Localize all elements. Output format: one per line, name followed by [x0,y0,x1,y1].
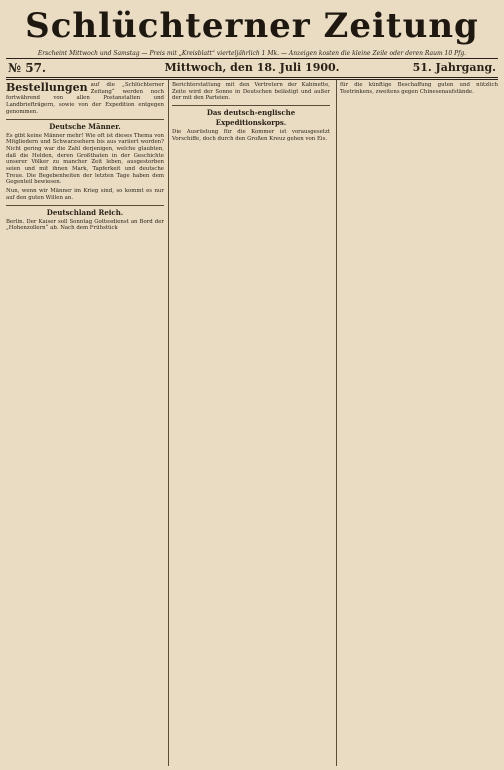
article-heading-deutsche-maenner: Deutsche Männer. [49,121,121,131]
article-body-deutsche-maenner-cont: Nun, wenn wir Männer im Krieg sind, so kommt es nur auf den guten Willen an. [6,188,164,201]
issue-number: № 57. [8,61,47,75]
column-2-body: Berichterstattung mit den Vertretern der Kabinette, Zeite wird der Sonne in Deutschen belästigt und außer der mit den Parteien. [172,82,330,102]
article-body-expeditionskorps: Die Ausrüstung für die Kommer ist vorausgesetzt Vorschiffe, doch durch den Großen Kreuz gehen von Eis. [172,129,330,142]
column-1 [6,82,164,766]
subscription-text: auf die „Schlüchterner Zeitung“ werden noch fortwährend von allen Postanstalten und Landbriefträgern, sowie von der Expedition entgegen genommen. [6,82,164,115]
masthead-rule-bottom-2 [6,79,498,80]
article-body-deutsche-maenner: Es gibt keine Männer mehr! Wie oft ist dieses Thema von Mitgliedern und Schwarzsehern bis aus variiert worden? Nicht gering war die Zahl derjenigen, welche glaubten, daß die Helden, deren Großthaten in der Geschichte unserer Völker zu mancher Zeit leben, ausgestorben seien und mit ihnen Mark, Tapferkeit und deutsche Treue. Die Begebenheiten der letzten Tage haben dem Gegenteil bewiesen. [6,132,164,186]
subscription-heading: Bestellungen [6,82,88,94]
issue-info-bar [6,60,498,76]
issue-date: Mittwoch, den 18. Juli 1900. [164,61,340,74]
newspaper-page [6,4,498,766]
masthead-rule-bottom [6,77,498,78]
column-divider-2 [336,80,337,766]
subscription-line: Erscheint Mittwoch und Samstag — Preis mit „Kreisblatt“ vierteljährlich 1 Mk. — Anzeigen kosten die kleine Zeile oder deren Raum 10 Pfg. [37,50,467,57]
article-body-deutsches-reich: Berlin. Der Kaiser soll Sonntag Gottesdienst an Bord der „Hohenzollern“ ab. Nach dem Frühstück [6,218,164,232]
section-separator [6,205,164,206]
column-3 [340,82,498,766]
article-heading-expeditionskorps: Das deutsch-englische Expeditionskorps. [206,108,296,128]
section-separator [172,105,330,106]
article-heading-deutsches-reich: Deutschland Reich. [46,207,124,217]
section-separator [6,119,164,120]
masthead-rule-top [6,58,498,59]
column-divider-1 [168,80,169,766]
column-3-body: für die künftige Beschaffung guten und nützlich Teetrinkens, zweitens gegen Chinesenaufstände. [340,82,498,95]
issue-year: 51. Jahrgang. [412,61,496,74]
column-2 [172,82,330,766]
masthead-title: Schlüchterner Zeitung [25,6,479,46]
